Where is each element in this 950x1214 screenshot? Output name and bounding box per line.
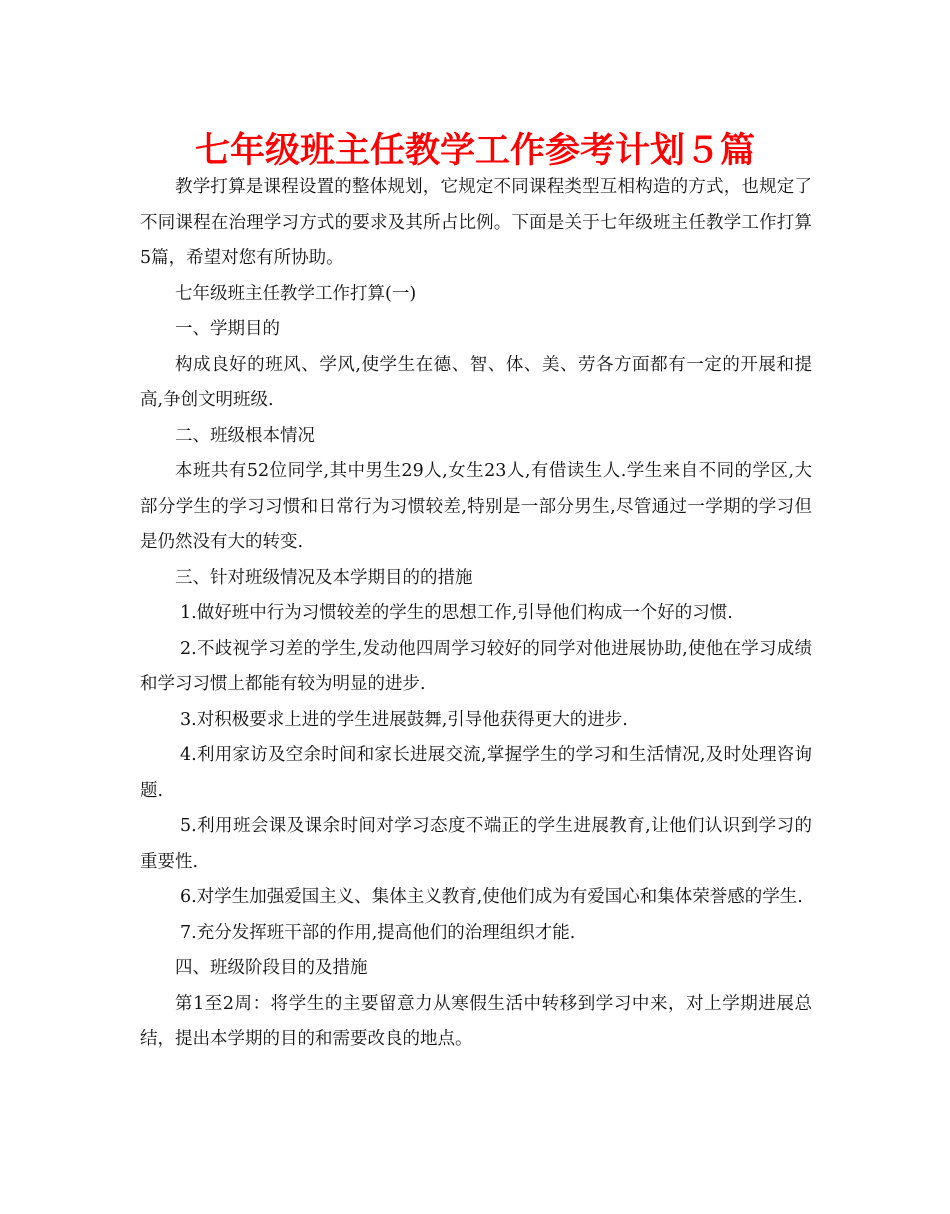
document-title: 七年级班主任教学工作参考计划５篇 <box>194 130 755 171</box>
section-heading-plan-1: 七年级班主任教学工作打算(一) <box>175 283 417 304</box>
measure-item-3: 3.对积极要求上进的学生进展鼓舞,引导他获得更大的进步. <box>180 709 628 730</box>
subheading-stage-goals: 四、班级阶段目的及措施 <box>175 958 368 978</box>
measure-item-5: 5.利用班会课及课余时间对学习态度不端正的学生进展教育,让他们认识到学习的重要性. <box>140 816 812 872</box>
measure-item-4: 4.利用家访及空余时间和家长进展交流,掌握学生的学习和生活情况,及时处理咨询题. <box>140 745 812 801</box>
document-body <box>140 170 812 1058</box>
stage-goals-paragraph: 第1至2周：将学生的主要留意力从寒假生活中转移到学习中来，对上学期进展总结，提出本学期的目的和需要改良的地点。 <box>140 993 812 1049</box>
intro-paragraph: 教学打算是课程设置的整体规划，它规定不同课程类型互相构造的方式，也规定了不同课程在治理学习方式的要求及其所占比例。下面是关于七年级班主任教学工作打算5篇，希望对您有所协助。 <box>140 177 812 268</box>
subheading-class-situation: 二、班级根本情况 <box>175 425 315 446</box>
goals-paragraph: 构成良好的班风、学风,使学生在德、智、体、美、劳各方面都有一定的开展和提高,争创文明班级. <box>140 354 812 410</box>
subheading-measures: 三、针对班级情况及本学期目的的措施 <box>175 567 473 588</box>
measure-item-7: 7.充分发挥班干部的作用,提高他们的治理组织才能. <box>180 922 576 943</box>
measure-item-6: 6.对学生加强爱国主义、集体主义教育,使他们成为有爱国心和集体荣誉感的学生. <box>180 887 803 907</box>
measure-item-2: 2.不歧视学习差的学生,发动他四周学习较好的同学对他进展协助,使他在学习成绩和学习习惯上都能有较为明显的进步. <box>140 638 812 694</box>
measure-item-1: 1.做好班中行为习惯较差的学生的思想工作,引导他们构成一个好的习惯. <box>180 603 733 623</box>
class-situation-paragraph: 本班共有52位同学,其中男生29人,女生23人,有借读生人.学生来自不同的学区,大部分学生的学习习惯和日常行为习惯较差,特别是一部分男生,尽管通过一学期的学习但是仍然没有大的转变. <box>140 461 812 552</box>
subheading-goals: 一、学期目的 <box>175 319 280 339</box>
